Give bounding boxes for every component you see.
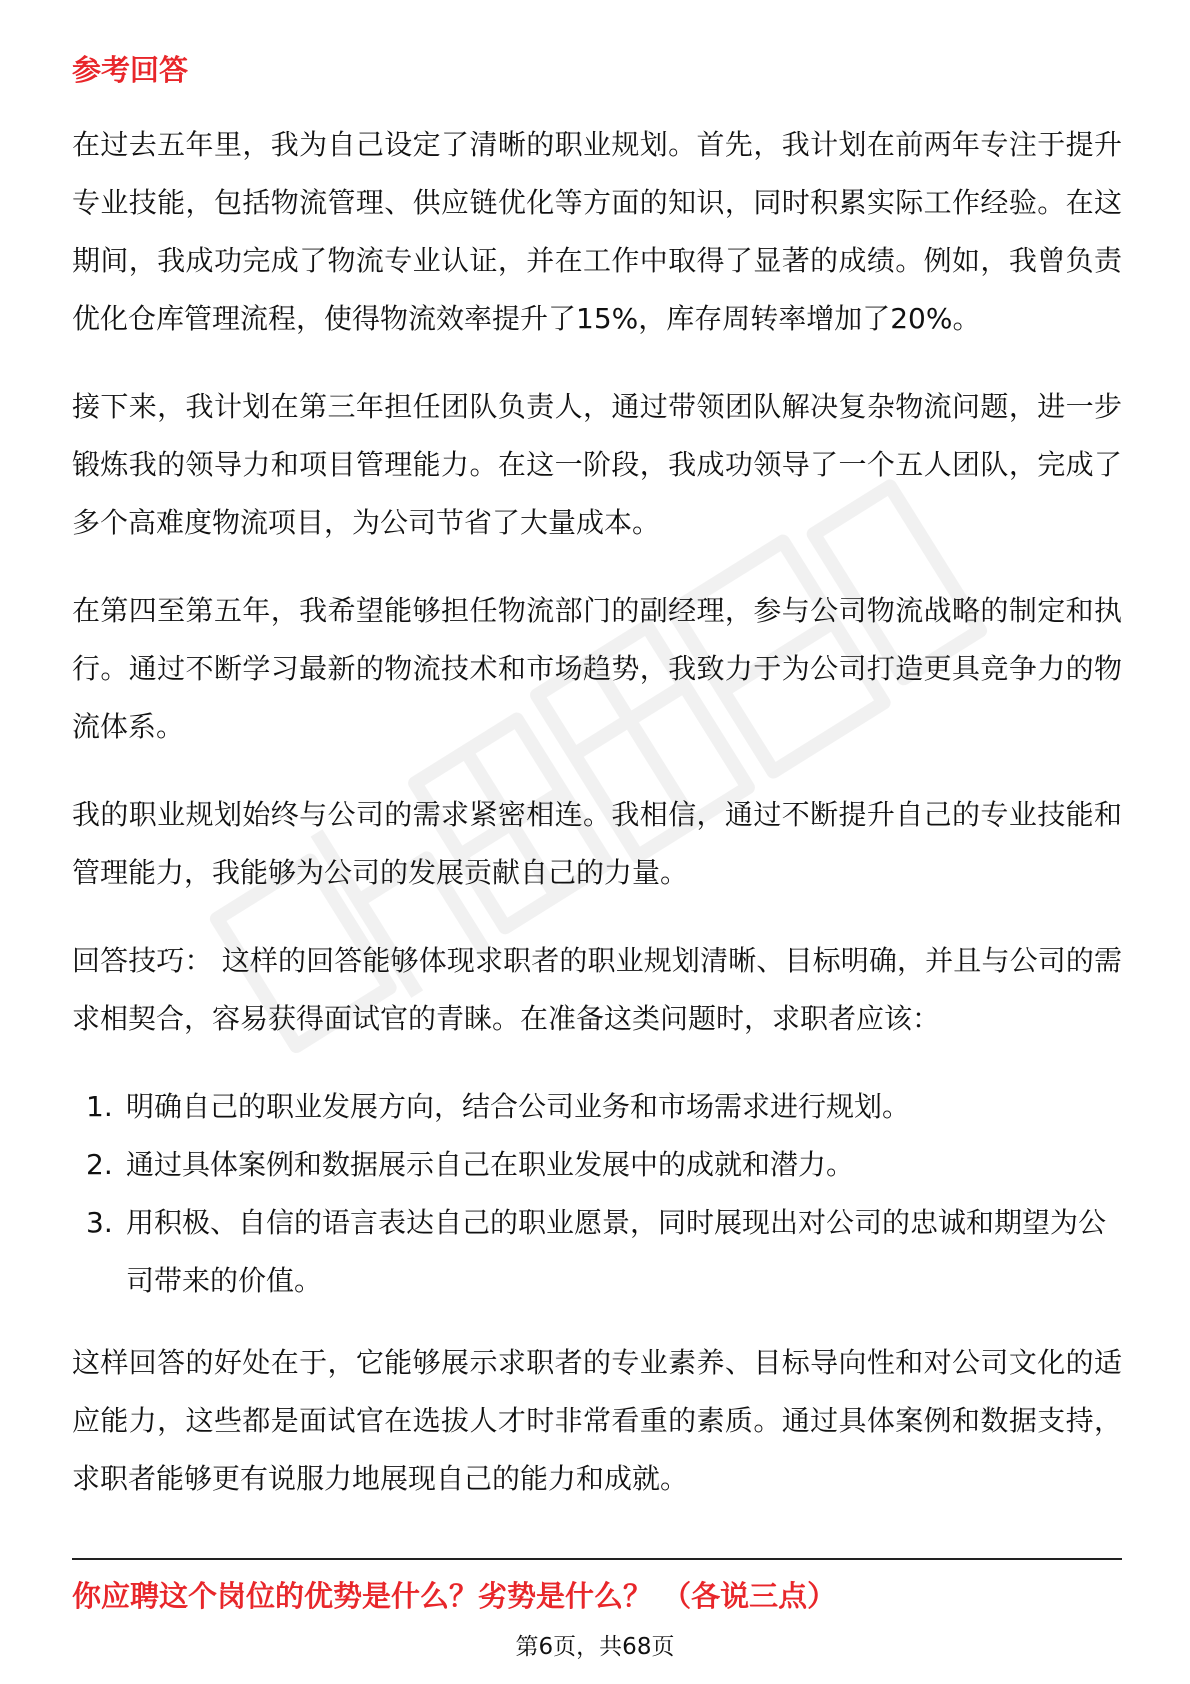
list-item-number: 2. (86, 1148, 113, 1181)
list-item (72, 1136, 1122, 1194)
answer-paragraph-2: 接下来，我计划在第三年担任团队负责人，通过带领团队解决复杂物流问题，进一步锻炼我的领导力和项目管理能力。在这一阶段，我成功领导了一个五人团队，完成了多个高难度物流项目，为公司节省了大量成本。 (72, 390, 1122, 539)
section-title: 参考回答 (72, 53, 189, 87)
list-item-text: 明确自己的职业发展方向，结合公司业务和市场需求进行规划。 (126, 1090, 911, 1123)
list-item-text: 通过具体案例和数据展示自己在职业发展中的成就和潜力。 (126, 1148, 855, 1181)
list-item-text: 用积极、自信的语言表达自己的职业愿景，同时展现出对公司的忠诚和期望为公司带来的价值。 (126, 1206, 1107, 1297)
list-item (72, 1078, 1122, 1136)
closing-paragraph: 这样回答的好处在于，它能够展示求职者的专业素养、目标导向性和对公司文化的适应能力，这些都是面试官在选拔人才时非常看重的素质。通过具体案例和数据支持，求职者能够更有说服力地展现自己的能力和成就。 (72, 1346, 1122, 1495)
answer-tips-intro: 回答技巧： 这样的回答能够体现求职者的职业规划清晰、目标明确，并且与公司的需求相契合，容易获得面试官的青睐。在准备这类问题时，求职者应该： (72, 944, 1122, 1035)
section-divider (72, 1558, 1122, 1560)
tips-list (72, 1078, 1122, 1310)
page-number-footer: 第6页，共68页 (515, 1634, 675, 1660)
list-item-number: 1. (86, 1090, 113, 1123)
list-item-number: 3. (86, 1206, 113, 1239)
answer-paragraph-1: 在过去五年里，我为自己设定了清晰的职业规划。首先，我计划在前两年专注于提升专业技能，包括物流管理、供应链优化等方面的知识，同时积累实际工作经验。在这期间，我成功完成了物流专业认证，并在工作中取得了显著的成绩。例如，我曾负责优化仓库管理流程，使得物流效率提升了15%，库存周转率增加了20%。 (72, 128, 1122, 335)
answer-paragraph-3: 在第四至第五年，我希望能够担任物流部门的副经理，参与公司物流战略的制定和执行。通过不断学习最新的物流技术和市场趋势，我致力于为公司打造更具竞争力的物流体系。 (72, 594, 1122, 743)
list-item (72, 1194, 1122, 1310)
next-question-heading: 你应聘这个岗位的优势是什么？劣势是什么？ （各说三点） (72, 1579, 837, 1613)
answer-paragraph-4: 我的职业规划始终与公司的需求紧密相连。我相信，通过不断提升自己的专业技能和管理能力，我能够为公司的发展贡献自己的力量。 (72, 798, 1122, 889)
